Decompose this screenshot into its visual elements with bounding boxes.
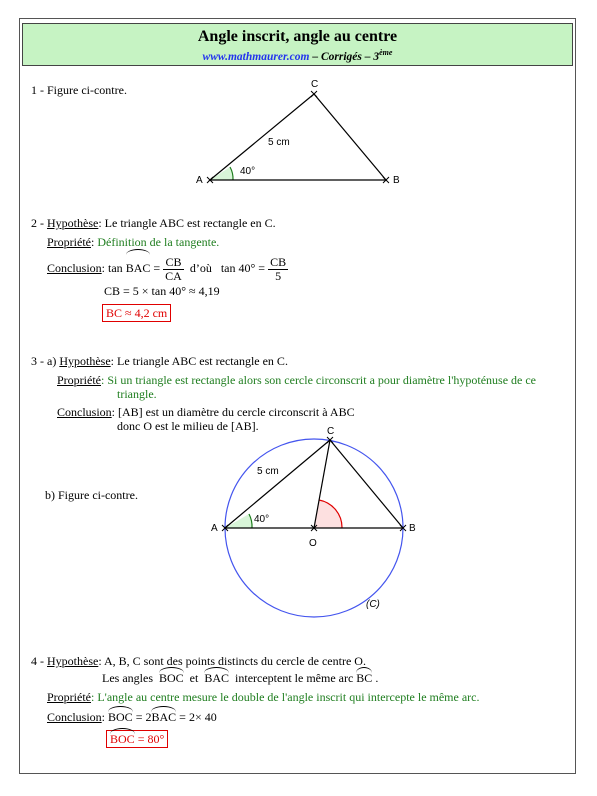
circle-figure: [211, 426, 416, 617]
q2-property: Propriété: Définition de la tangente.: [47, 235, 220, 249]
side-length-2: 5 cm: [257, 466, 279, 477]
q4-result: BOC = 80°: [106, 732, 168, 746]
header-subtitle: www.mathmaurer.com – Corrigés – 3ème: [202, 48, 393, 63]
angle-value-2: 40°: [254, 514, 270, 525]
label-a: A: [196, 175, 203, 186]
angle-sector: [210, 167, 233, 180]
angle-value: 40°: [240, 166, 256, 177]
q4-property: Propriété: L'angle au centre mesure le double de l'angle inscrit qui intercepte le même arc.: [47, 690, 480, 704]
circle-label: (C): [366, 599, 380, 610]
side-ac: [225, 440, 330, 528]
q4-hypothesis: 4 - Hypothèse: A, B, C sont des points distincts du cercle de centre O.: [31, 654, 366, 668]
q3-property-2: triangle.: [117, 387, 157, 401]
angle-boc: BOC: [158, 671, 184, 685]
triangle-figure-1: [196, 79, 400, 186]
q3-property: Propriété: Si un triangle est rectangle alors son cercle circonscrit a pour diamètre l'hypoténuse de ce: [57, 373, 536, 387]
label-a-2: A: [211, 523, 218, 534]
q2-calc: CB = 5 × tan 40° ≈ 4,19: [104, 284, 220, 298]
q1-label: 1 - Figure ci-contre.: [31, 83, 127, 97]
arc-bc: BC: [356, 671, 373, 685]
site-link[interactable]: www.mathmaurer.com: [202, 50, 310, 63]
q2-result: BC ≈ 4,2 cm: [102, 306, 171, 320]
q3-hypothesis: 3 - a) Hypothèse: Le triangle ABC est rectangle en C.: [31, 354, 288, 368]
q2-conclusion: Conclusion: tan BAC = $\frac{CB}{CA}$ d’où tan 40° = $\frac{CB}{5}$: [47, 254, 287, 283]
point-marks: [207, 91, 389, 183]
triangle-abc: [210, 94, 386, 180]
q2-hypothesis: 2 - Hypothèse: Le triangle ABC est rectangle en C.: [31, 216, 276, 230]
label-b-2: B: [409, 523, 416, 534]
angle-bac: BAC: [126, 253, 151, 283]
angle-bac-2: BAC: [204, 671, 230, 685]
fraction-cb-ca: $\frac{CB}{CA}$: [165, 254, 182, 283]
q3-conclusion: Conclusion: [AB] est un diamètre du cercle circonscrit à ABC: [57, 405, 355, 419]
label-c-2: C: [327, 426, 335, 437]
side-length: 5 cm: [268, 137, 290, 148]
fraction-cb-5: $\frac{CB}{5}$: [270, 254, 287, 283]
label-o: O: [309, 538, 317, 549]
label-c: C: [311, 79, 319, 90]
page-title: Angle inscrit, angle au centre: [197, 28, 398, 45]
q3-conclusion-2: donc O est le milieu de [AB].: [117, 419, 259, 433]
q4-conclusion: Conclusion: BOC = 2BAC = 2× 40: [47, 710, 217, 724]
label-b: B: [393, 175, 400, 186]
q3-b-label: b) Figure ci-contre.: [45, 488, 138, 502]
q4-hypothesis-2: Les angles BOC et BAC interceptent le même arc BC .: [102, 671, 379, 685]
